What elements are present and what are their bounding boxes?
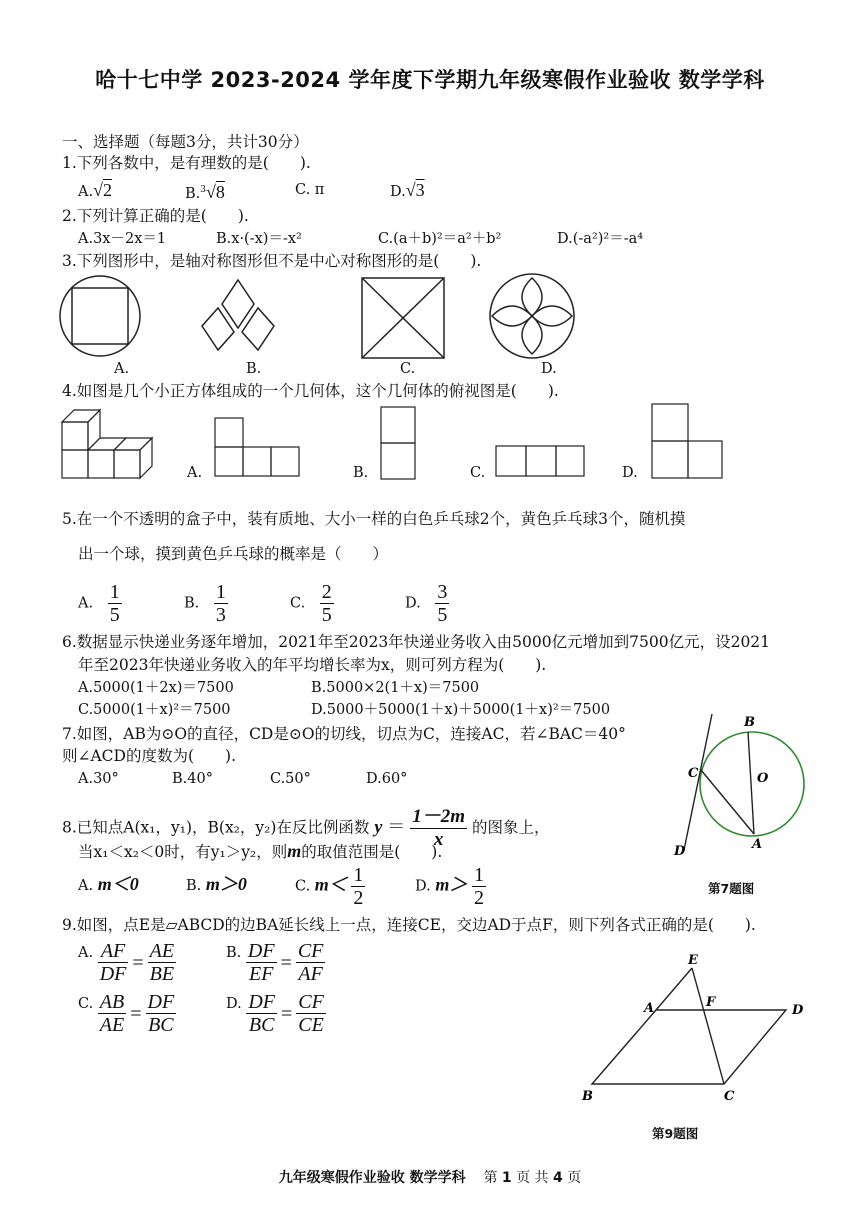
q7-label-b: B (744, 715, 755, 730)
q7-caption: 第7题图 (708, 881, 755, 896)
q5-option-a: A. $\frac{1}{5}$ (78, 581, 120, 626)
q9-stem: 9.如图，点E是▱ABCD的边BA延长线上一点，连接CE，交边AD于点F，则下列各式正确的是( ). (62, 916, 756, 934)
q4-label-a: A. (187, 465, 203, 481)
page-footer: 九年级寒假作业验收 数学学科 第 1 页 共 4 页 (278, 1170, 582, 1186)
q6-option-b: B.5000×2(1＋x)＝7500 (311, 680, 480, 696)
q6-option-d: D.5000＋5000(1＋x)＋5000(1＋x)²＝7500 (311, 702, 611, 718)
q8-option-b: B. m＞0 (186, 874, 247, 894)
q5-stem-line2: 出一个球，摸到黄色乒乓球的概率是（ ） (78, 545, 389, 563)
q8-option-a: A. m＜0 (78, 874, 139, 894)
section-heading: 一、选择题（每题3分，共计30分） (62, 133, 309, 151)
q1-stem: 1.下列各数中，是有理数的是( ). (62, 154, 311, 172)
q9-label-d: D (792, 1003, 804, 1018)
q3-label-a: A. (114, 361, 130, 377)
q4-solid-figure (60, 406, 156, 482)
q9-label-f: F (706, 995, 716, 1010)
q8-stem-line2: 当x₁＜x₂＜0时，有y₁＞y₂，则m的取值范围是( ). (78, 841, 443, 861)
q7-label-d: D (674, 844, 686, 859)
q4-stem: 4.如图是几个小正方体组成的一个几何体，这个几何体的俯视图是( ). (62, 382, 559, 400)
q6-option-c: C.5000(1＋x)²＝7500 (78, 702, 231, 718)
q7-stem-line1: 7.如图，AB为⊙O的直径，CD是⊙O的切线，切点为C，连接AC，若∠BAC＝40° (62, 725, 626, 743)
q1-option-c: C. π (295, 182, 325, 198)
q8-option-d: D. m＞ $\frac{1}{2}$ (415, 864, 484, 909)
q7-figure (670, 710, 820, 860)
q2-option-c: C.(a＋b)²＝a²＋b² (378, 231, 502, 247)
q7-label-o: O (757, 771, 769, 786)
q3-figure-d (484, 272, 580, 362)
q3-figure-b (196, 272, 288, 364)
q6-option-a: A.5000(1＋2x)＝7500 (78, 680, 234, 696)
q2-option-b: B.x·(-x)＝-x² (216, 231, 302, 247)
q9-label-a: A (644, 1001, 655, 1016)
q2-stem: 2.下列计算正确的是( ). (62, 207, 249, 225)
page-title: 哈十七中学 2023-2024 学年度下学期九年级寒假作业验收 数学学科 (95, 68, 765, 92)
q6-stem-line1: 6.数据显示快递业务逐年增加，2021年至2023年快递业务收入由5000亿元增加到7500亿元，设2021 (62, 633, 771, 651)
q9-label-c: C (724, 1089, 735, 1104)
q4-option-b-figure (379, 405, 419, 483)
q7-label-a: A (752, 837, 763, 852)
q9-label-b: B (582, 1089, 593, 1104)
q8-stem-line1: 8.已知点A(x₁，y₁)，B(x₂，y₂)在反比例函数 y ＝ $\frac{1-2m}{x}$ 的图象上， (62, 806, 550, 850)
q3-stem: 3.下列图形中，是轴对称图形但不是中心对称图形的是( ). (62, 252, 482, 270)
q7-stem-line2: 则∠ACD的度数为( ). (62, 747, 236, 765)
q7-option-c: C.50° (270, 771, 311, 787)
q5-option-c: C. $\frac{2}{5}$ (290, 581, 332, 626)
q9-caption: 第9题图 (652, 1126, 699, 1141)
q6-stem-line2: 年至2023年快递业务收入的年平均增长率为x，则可列方程为( ). (78, 656, 547, 674)
q9-option-b: B. $\frac{DF}{EF}$ = $\frac{CF}{AF}$ (226, 940, 324, 985)
q9-option-d: D. $\frac{DF}{BC}$ = $\frac{CF}{CE}$ (226, 991, 324, 1036)
q1-option-b: B.$^3$√8 (185, 181, 225, 202)
q4-option-c-figure (494, 444, 588, 480)
q3-label-d: D. (541, 361, 557, 377)
q4-label-c: C. (470, 465, 486, 481)
q4-option-a-figure (213, 416, 303, 480)
q7-option-d: D.60° (366, 771, 408, 787)
q4-label-d: D. (622, 465, 638, 481)
q7-option-a: A.30° (78, 771, 119, 787)
q3-label-c: C. (400, 361, 416, 377)
q4-label-b: B. (353, 465, 369, 481)
q7-label-c: C (688, 766, 699, 781)
q5-option-b: B. $\frac{1}{3}$ (184, 581, 226, 626)
q2-option-d: D.(-a²)²＝-a⁴ (557, 231, 644, 247)
q9-label-e: E (688, 953, 698, 968)
q5-stem-line1: 5.在一个不透明的盒子中，装有质地、大小一样的白色乒乓球2个，黄色乒乓球3个，随机摸 (62, 510, 686, 528)
q5-option-d: D. $\frac{3}{5}$ (405, 581, 448, 626)
q7-option-b: B.40° (172, 771, 213, 787)
q3-figure-c (360, 274, 450, 364)
q2-option-a: A.3x－2x＝1 (78, 231, 167, 247)
q9-figure (578, 950, 808, 1110)
q9-option-a: A. $\frac{AF}{DF}$ = $\frac{AE}{BE}$ (78, 940, 175, 985)
q1-option-d: D.√3 (390, 180, 425, 200)
q9-option-c: C. $\frac{AB}{AE}$ = $\frac{DF}{BC}$ (78, 991, 175, 1036)
q4-option-d-figure (650, 402, 726, 482)
q1-option-a: A.√2 (78, 180, 112, 200)
q3-label-b: B. (246, 361, 262, 377)
q8-option-c: C. m＜ $\frac{1}{2}$ (295, 864, 364, 909)
q3-figure-a (56, 272, 146, 362)
